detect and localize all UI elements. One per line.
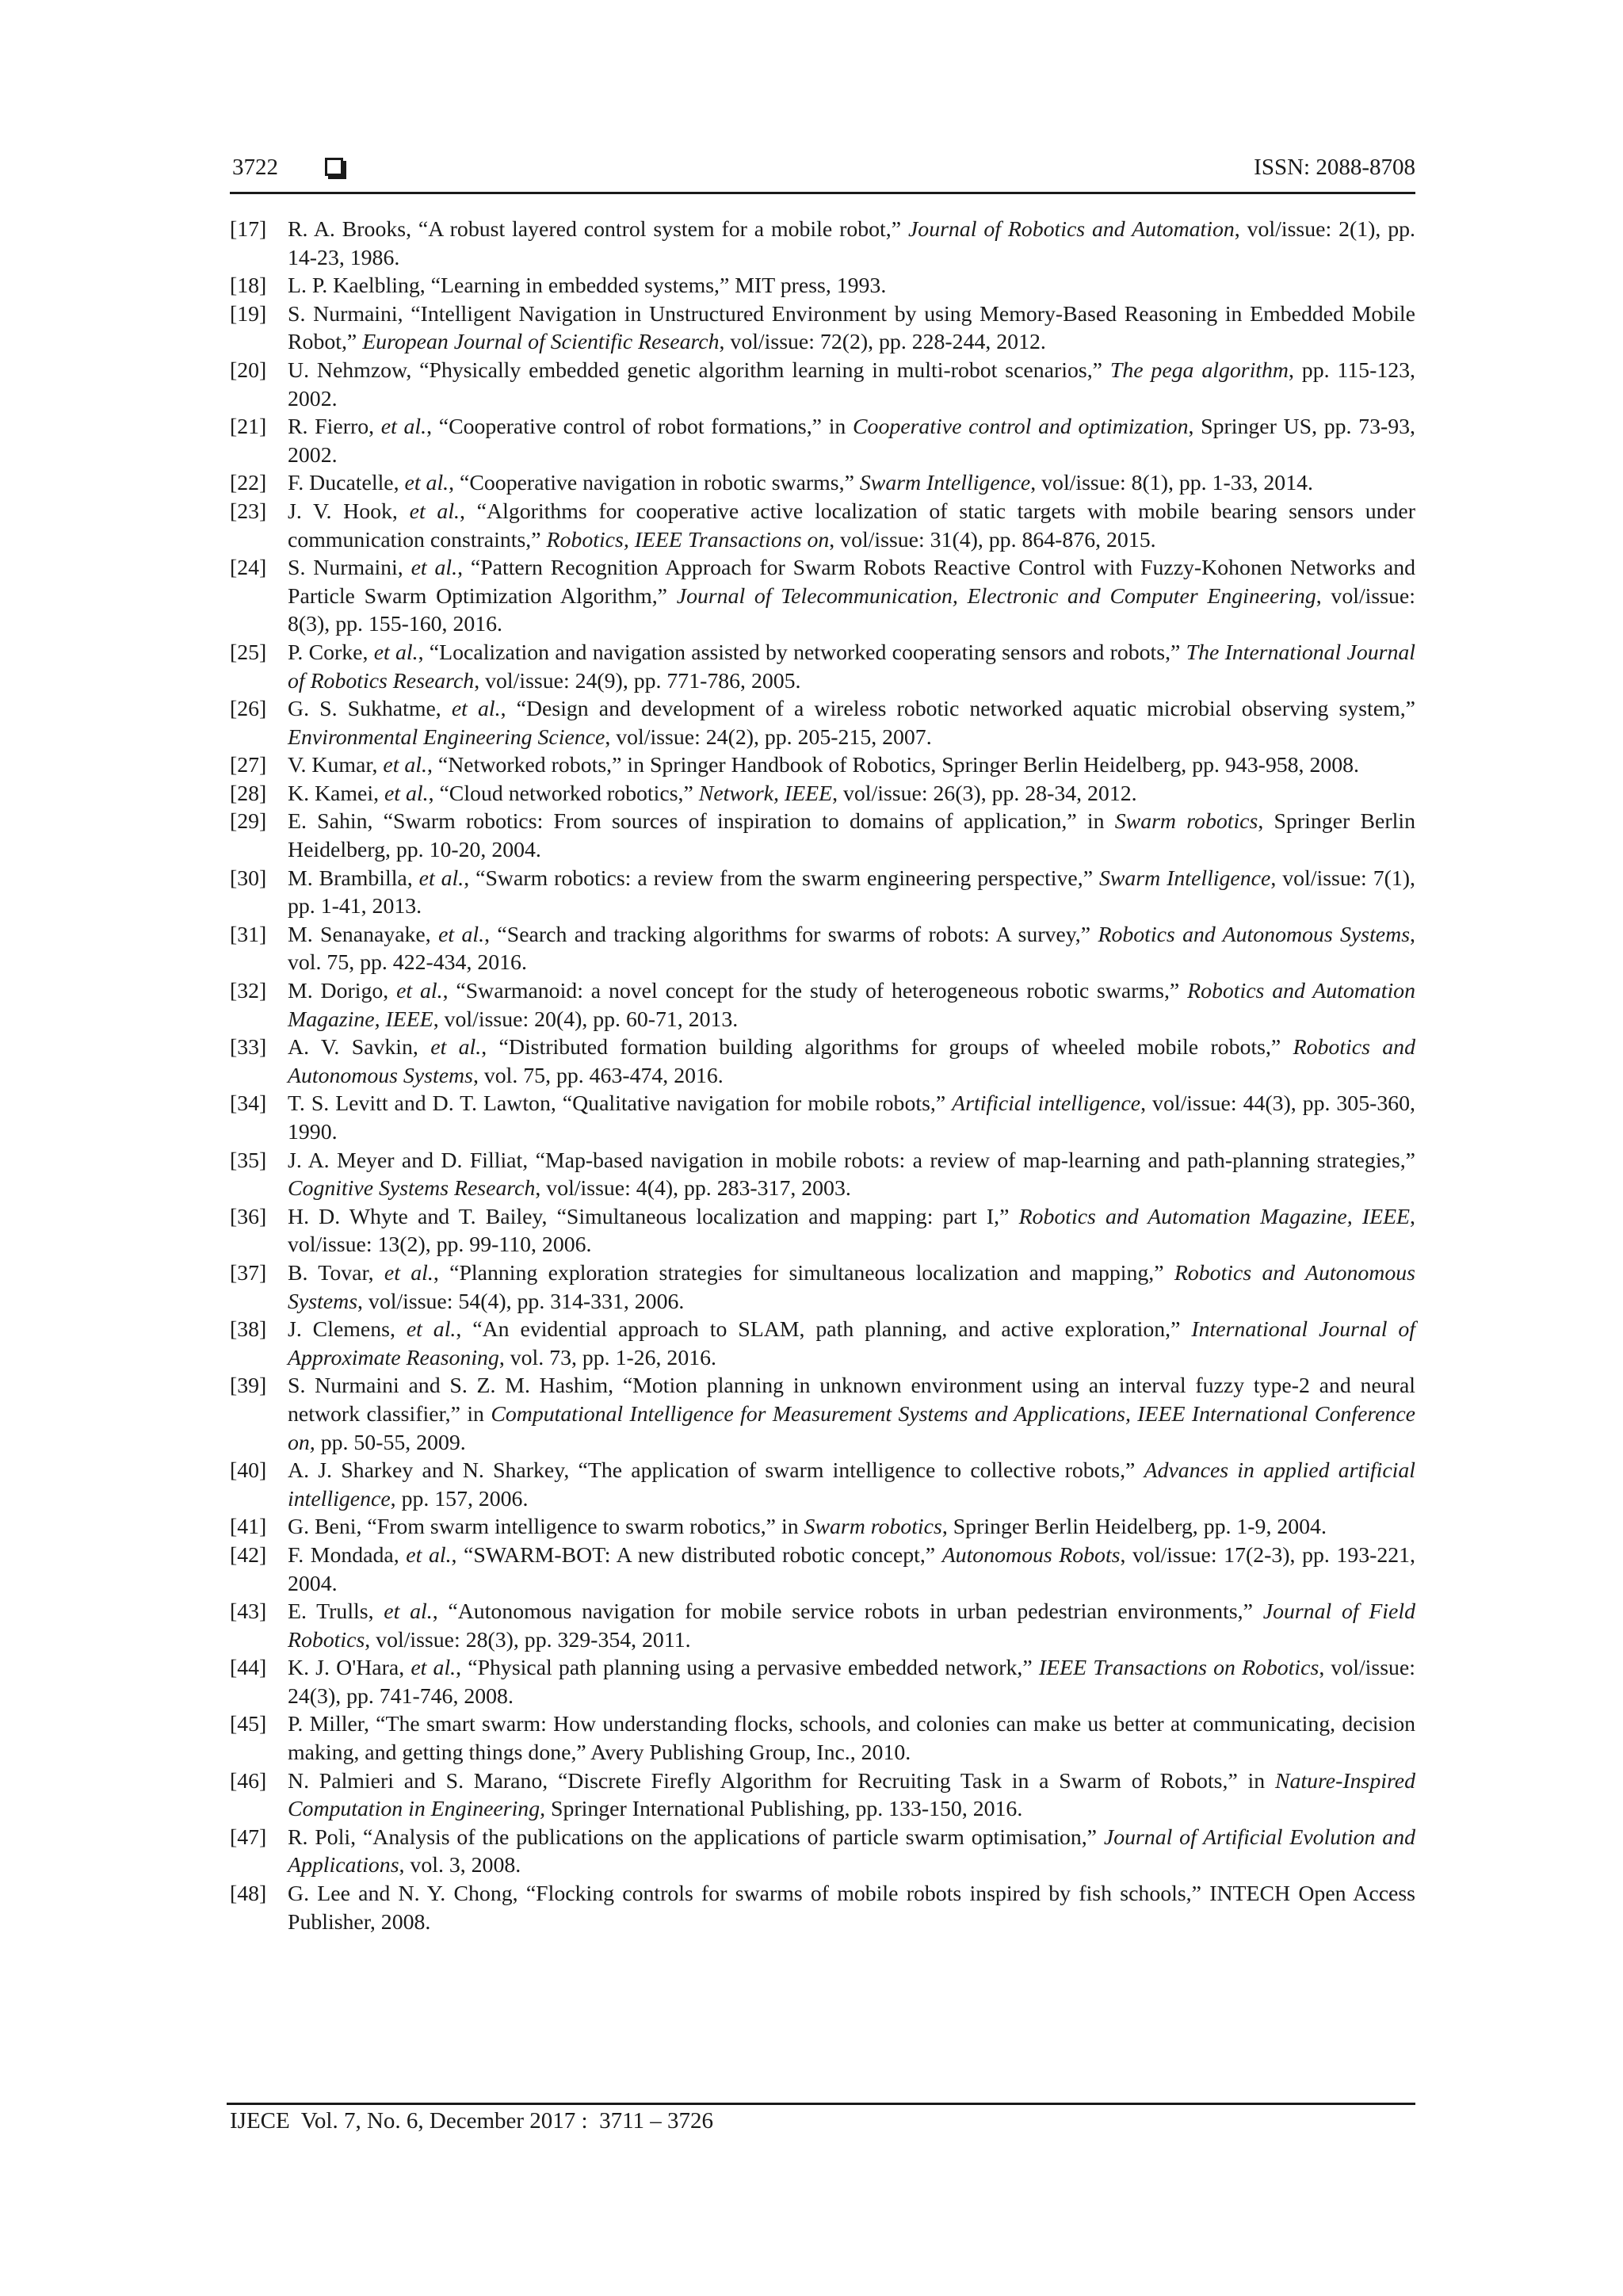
reference-venue-italic: et al.: [373, 640, 418, 665]
reference-venue-italic: et al.: [406, 1317, 456, 1343]
reference-item: [230, 1824, 1415, 1880]
reference-venue-italic: Journal of Field Robotics: [288, 1599, 1415, 1652]
reference-text: N. Palmieri and S. Marano, “Discrete Firefly Algorithm for Recruiting Task in a Swarm of Robots,” in: [288, 1768, 1275, 1794]
reference-number: [26]: [230, 697, 267, 722]
reference-number: [33]: [230, 1035, 267, 1060]
reference-item: [230, 216, 1415, 272]
reference-text: , vol/issue: 24(3), pp. 741-746, 2008.: [288, 1656, 1415, 1709]
reference-text: , vol/issue: 13(2), pp. 99-110, 2006.: [288, 1204, 1415, 1258]
reference-venue-italic: European Journal of Scientific Research: [362, 330, 720, 355]
reference-number: [32]: [230, 979, 267, 1004]
reference-item: [230, 1033, 1415, 1090]
reference-text: J. Clemens,: [288, 1317, 407, 1343]
reference-item: [230, 751, 1415, 780]
reference-venue-italic: Swarm robotics: [804, 1515, 942, 1540]
reference-venue-italic: Artificial intelligence: [952, 1091, 1141, 1117]
reference-text: Springer International Publishing, pp. 133-150, 2016.: [545, 1797, 1023, 1822]
reference-venue-italic: The pega algorithm: [1109, 357, 1289, 383]
reference-number: [23]: [230, 499, 267, 524]
reference-text: , pp. 115-123, 2002.: [288, 357, 1415, 411]
reference-number: [31]: [230, 922, 267, 947]
reference-number: [24]: [230, 556, 267, 581]
reference-text: F. Mondada,: [288, 1542, 407, 1568]
reference-text: P. Corke,: [288, 640, 374, 665]
reference-text: L. P. Kaelbling, “Learning in embedded systems,” MIT press, 1993.: [288, 273, 887, 299]
reference-number: [38]: [230, 1317, 267, 1343]
reference-venue-italic: Robotics, IEEE Transactions on: [546, 527, 830, 552]
reference-number: [46]: [230, 1768, 267, 1794]
reference-number: [48]: [230, 1881, 267, 1907]
reference-text: G. S. Sukhatme,: [288, 697, 452, 722]
reference-venue-italic: Robotics and Automation Magazine, IEEE: [288, 979, 1415, 1032]
reference-venue-italic: The International Journal of Robotics Research: [288, 640, 1415, 693]
reference-text: R. A. Brooks, “A robust layered control system for a mobile robot,”: [288, 217, 908, 242]
reference-text: pp. 50-55, 2009.: [315, 1430, 466, 1455]
reference-text: , “Cooperative control of robot formations,” in: [426, 415, 854, 440]
reference-text: S. Nurmaini and S. Z. M. Hashim, “Motion planning in unknown environment using an interval fuzzy type-2 and neural network classifier,” in: [288, 1373, 1415, 1427]
reference-item: [230, 808, 1415, 864]
reference-venue-italic: et al.: [451, 697, 501, 722]
reference-number: [20]: [230, 357, 267, 383]
footer-divider: [227, 2103, 1415, 2105]
reference-item: [230, 695, 1415, 751]
reference-text: T. S. Levitt and D. T. Lawton, “Qualitative navigation for mobile robots,”: [288, 1091, 953, 1117]
reference-text: E. Sahin, “Swarm robotics: From sources of inspiration to domains of application,” in: [288, 809, 1115, 835]
reference-venue-italic: et al.: [409, 499, 460, 524]
reference-text: S. Nurmaini, “Intelligent Navigation in Unstructured Environment by using Memory-Based Reasoning in Embedded Mobile Robot,”: [288, 301, 1415, 355]
reference-number: [30]: [230, 865, 267, 891]
reference-venue-italic: International Journal of Approximate Reasoning: [288, 1317, 1416, 1370]
reference-text: , Springer Berlin Heidelberg, pp. 10-20, 2004.: [288, 809, 1415, 863]
reference-text: J. V. Hook,: [288, 499, 410, 524]
reference-text: , vol/issue: 7(1), pp. 1-41, 2013.: [288, 865, 1415, 919]
reference-text: , “SWARM-BOT: A new distributed robotic concept,”: [451, 1542, 942, 1568]
reference-item: [230, 1147, 1415, 1203]
reference-text: , “Physical path planning using a pervasive embedded network,”: [456, 1656, 1039, 1681]
reference-item: [230, 1316, 1415, 1372]
reference-item: [230, 1880, 1415, 1936]
footer-citation: IJECE Vol. 7, No. 6, December 2017 : 3711 – 3726: [230, 2108, 714, 2134]
reference-text: , vol. 73, pp. 1-26, 2016.: [498, 1345, 716, 1370]
reference-text: , vol/issue: 54(4), pp. 314-331, 2006.: [357, 1289, 685, 1314]
reference-item: [230, 1598, 1415, 1654]
reference-text: , Springer Berlin Heidelberg, pp. 1-9, 2004.: [941, 1515, 1327, 1540]
reference-item: [230, 554, 1415, 639]
reference-text: E. Trulls,: [288, 1599, 384, 1625]
reference-item: [230, 300, 1415, 357]
reference-text: , vol. 75, pp. 463-474, 2016.: [472, 1063, 724, 1088]
reference-text: , vol/issue: 17(2-3), pp. 193-221, 2004.: [288, 1542, 1416, 1596]
reference-item: [230, 1767, 1415, 1824]
reference-venue-italic: et al.: [418, 865, 464, 891]
reference-number: [41]: [230, 1515, 267, 1540]
reference-list: [230, 216, 1415, 1936]
reference-item: [230, 1259, 1415, 1316]
reference-venue-italic: Nature-Inspired Computation in Engineering,: [288, 1768, 1415, 1822]
reference-text: , “Localization and navigation assisted by networked cooperating sensors and robots,”: [418, 640, 1186, 665]
header-divider: [230, 192, 1415, 194]
reference-venue-italic: et al.: [411, 556, 458, 581]
reference-text: , vol. 3, 2008.: [399, 1853, 521, 1878]
reference-item: [230, 498, 1415, 554]
reference-item: [230, 780, 1415, 808]
reference-text: , “Cloud networked robotics,”: [428, 781, 699, 806]
reference-item: [230, 272, 1415, 300]
reference-item: [230, 1541, 1415, 1598]
reference-text: , vol/issue: 26(3), pp. 28-34, 2012.: [832, 781, 1137, 806]
reference-number: [29]: [230, 809, 267, 835]
reference-text: , “Swarm robotics: a review from the swarm engineering perspective,”: [464, 865, 1099, 891]
reference-item: [230, 1090, 1415, 1146]
reference-text: U. Nehmzow, “Physically embedded genetic algorithm learning in multi-robot scenarios,”: [288, 357, 1110, 383]
reference-text: , vol/issue: 44(3), pp. 305-360, 1990.: [288, 1091, 1415, 1144]
reference-item: [230, 865, 1415, 921]
reference-text: , pp. 157, 2006.: [390, 1486, 529, 1511]
reference-venue-italic: Swarm Intelligence: [859, 471, 1031, 496]
reference-number: [44]: [230, 1656, 267, 1681]
reference-text: , Springer US, pp. 73-93, 2002.: [288, 415, 1415, 468]
reference-venue-italic: Network, IEEE: [698, 781, 833, 806]
reference-text: R. Fierro,: [288, 415, 381, 440]
reference-text: K. J. O'Hara,: [288, 1656, 411, 1681]
reference-venue-italic: et al.: [383, 753, 427, 778]
reference-venue-italic: Journal of Telecommunication, Electronic and Computer Engineering: [676, 583, 1316, 609]
reference-text: , vol/issue: 8(1), pp. 1-33, 2014.: [1030, 471, 1313, 496]
reference-venue-italic: Cognitive Systems Research: [288, 1176, 536, 1201]
reference-text: , “Algorithms for cooperative active localization of static targets with mobile bearing sensors under communication constraints,”: [288, 499, 1415, 552]
reference-text: J. A. Meyer and D. Filliat, “Map-based navigation in mobile robots: a review of map-learning and path-planning strategies,”: [288, 1148, 1415, 1173]
reference-number: [36]: [230, 1204, 267, 1229]
reference-item: [230, 357, 1415, 413]
reference-venue-italic: IEEE Transactions on Robotics: [1038, 1656, 1319, 1681]
reference-venue-italic: Autonomous Robots: [941, 1542, 1121, 1568]
reference-item: [230, 1513, 1415, 1541]
reference-number: [45]: [230, 1712, 267, 1737]
reference-number: [37]: [230, 1260, 267, 1286]
reference-venue-italic: et al.: [384, 1599, 433, 1625]
reference-number: [39]: [230, 1373, 267, 1399]
reference-text: , “Cooperative navigation in robotic swarms,”: [449, 471, 860, 496]
page-header: [230, 155, 1415, 193]
reference-venue-italic: Robotics and Autonomous Systems: [288, 1035, 1415, 1088]
reference-venue-italic: et al.: [384, 1260, 433, 1286]
page-number: 3722: [232, 155, 278, 180]
reference-number: [42]: [230, 1542, 267, 1568]
reference-text: K. Kamei,: [288, 781, 384, 806]
reference-text: , vol/issue: 4(4), pp. 283-317, 2003.: [535, 1176, 851, 1201]
reference-item: [230, 1372, 1415, 1457]
reference-text: , vol/issue: 24(9), pp. 771-786, 2005.: [474, 668, 801, 693]
checkbox-square-icon: [325, 158, 343, 176]
reference-text: M. Dorigo,: [288, 979, 397, 1004]
reference-number: [43]: [230, 1599, 267, 1625]
reference-text: , “Networked robots,” in Springer Handbook of Robotics, Springer Berlin Heidelberg, pp. 943-958, 2008.: [426, 753, 1359, 778]
reference-text: H. D. Whyte and T. Bailey, “Simultaneous localization and mapping: part I,”: [288, 1204, 1019, 1229]
reference-text: R. Poli, “Analysis of the publications on the applications of particle swarm optimisation,”: [288, 1824, 1104, 1850]
reference-venue-italic: Journal of Robotics and Automation: [907, 217, 1235, 242]
reference-text: , “Search and tracking algorithms for swarms of robots: A survey,”: [484, 922, 1098, 947]
reference-text: F. Ducatelle,: [288, 471, 405, 496]
reference-item: [230, 413, 1415, 469]
reference-number: [47]: [230, 1824, 267, 1850]
reference-text: , vol/issue: 31(4), pp. 864-876, 2015.: [829, 527, 1156, 552]
reference-venue-italic: Environmental Engineering Science: [288, 724, 605, 750]
reference-text: B. Tovar,: [288, 1260, 384, 1286]
reference-text: , “Distributed formation building algorithms for groups of wheeled mobile robots,”: [481, 1035, 1293, 1060]
reference-venue-italic: Computational Intelligence for Measurement Systems and Applications, IEEE International Conference on,: [288, 1401, 1415, 1455]
reference-venue-italic: Robotics and Autonomous Systems: [1098, 922, 1411, 947]
reference-number: [17]: [230, 217, 267, 242]
reference-text: V. Kumar,: [288, 753, 384, 778]
reference-number: [28]: [230, 781, 267, 806]
reference-venue-italic: et al.: [404, 471, 449, 496]
reference-venue-italic: Robotics and Autonomous Systems: [288, 1260, 1415, 1314]
reference-text: G. Lee and N. Y. Chong, “Flocking controls for swarms of mobile robots inspired by fish schools,” INTECH Open Access Publisher, 2008.: [288, 1881, 1415, 1935]
reference-item: [230, 977, 1415, 1033]
reference-venue-italic: et al.: [438, 922, 485, 947]
reference-text: , vol. 75, pp. 422-434, 2016.: [288, 922, 1415, 976]
reference-item: [230, 469, 1415, 498]
reference-venue-italic: et al.: [406, 1542, 452, 1568]
reference-item: [230, 921, 1415, 977]
reference-number: [22]: [230, 471, 267, 496]
reference-text: , vol/issue: 8(3), pp. 155-160, 2016.: [288, 583, 1415, 637]
reference-text: , vol/issue: 2(1), pp. 14-23, 1986.: [288, 217, 1415, 270]
reference-number: [21]: [230, 415, 267, 440]
reference-text: , vol/issue: 72(2), pp. 228-244, 2012.: [719, 330, 1046, 355]
reference-venue-italic: Swarm Intelligence: [1098, 865, 1271, 891]
reference-number: [27]: [230, 753, 267, 778]
reference-venue-italic: et al.: [384, 781, 429, 806]
reference-item: [230, 1654, 1415, 1710]
reference-text: G. Beni, “From swarm intelligence to swarm robotics,” in: [288, 1515, 804, 1540]
issn-label: ISSN: 2088-8708: [1254, 155, 1415, 180]
reference-item: [230, 1710, 1415, 1767]
reference-number: [25]: [230, 640, 267, 665]
reference-venue-italic: Cooperative control and optimization: [853, 415, 1189, 440]
reference-venue-italic: et al.: [380, 415, 427, 440]
reference-text: , “Swarmanoid: a novel concept for the study of heterogeneous robotic swarms,”: [442, 979, 1188, 1004]
reference-text: , “Pattern Recognition Approach for Swarm Robots Reactive Control with Fuzzy-Kohonen Networks and Particle Swarm Optimization Algorithm,”: [288, 556, 1415, 609]
reference-venue-italic: Swarm robotics: [1114, 809, 1258, 835]
reference-number: [19]: [230, 301, 267, 327]
reference-text: P. Miller, “The smart swarm: How understanding flocks, schools, and colonies can make us better at communicating, decision making, and getting things done,” Avery Publishing Group, Inc., 2010.: [288, 1712, 1415, 1766]
reference-item: [230, 1457, 1415, 1513]
reference-item: [230, 639, 1415, 695]
reference-text: M. Brambilla,: [288, 865, 419, 891]
reference-number: [34]: [230, 1091, 267, 1117]
reference-text: , “Design and development of a wireless robotic networked aquatic microbial observing system,”: [500, 697, 1415, 722]
reference-text: A. V. Savkin,: [288, 1035, 431, 1060]
reference-venue-italic: Journal of Artificial Evolution and Applications: [288, 1824, 1415, 1878]
reference-text: , vol/issue: 20(4), pp. 60-71, 2013.: [433, 1007, 739, 1032]
reference-text: S. Nurmaini,: [288, 556, 411, 581]
reference-text: A. J. Sharkey and N. Sharkey, “The application of swarm intelligence to collective robots,”: [288, 1458, 1144, 1484]
reference-text: , vol/issue: 24(2), pp. 205-215, 2007.: [605, 724, 932, 750]
reference-text: , vol/issue: 28(3), pp. 329-354, 2011.: [365, 1627, 691, 1652]
reference-venue-italic: Advances in applied artificial intelligence: [288, 1458, 1416, 1511]
reference-number: [35]: [230, 1148, 267, 1173]
reference-item: [230, 1203, 1415, 1259]
reference-text: , “Autonomous navigation for mobile service robots in urban pedestrian environments,”: [432, 1599, 1263, 1625]
reference-venue-italic: Robotics and Automation Magazine, IEEE: [1018, 1204, 1411, 1229]
reference-text: M. Senanayake,: [288, 922, 439, 947]
reference-text: , “Planning exploration strategies for simultaneous localization and mapping,”: [433, 1260, 1174, 1286]
reference-number: [40]: [230, 1458, 267, 1484]
reference-number: [18]: [230, 273, 267, 299]
reference-venue-italic: et al.: [411, 1656, 456, 1681]
reference-text: , “An evidential approach to SLAM, path planning, and active exploration,”: [456, 1317, 1192, 1343]
reference-venue-italic: et al.: [396, 979, 443, 1004]
reference-venue-italic: et al.: [430, 1035, 482, 1060]
